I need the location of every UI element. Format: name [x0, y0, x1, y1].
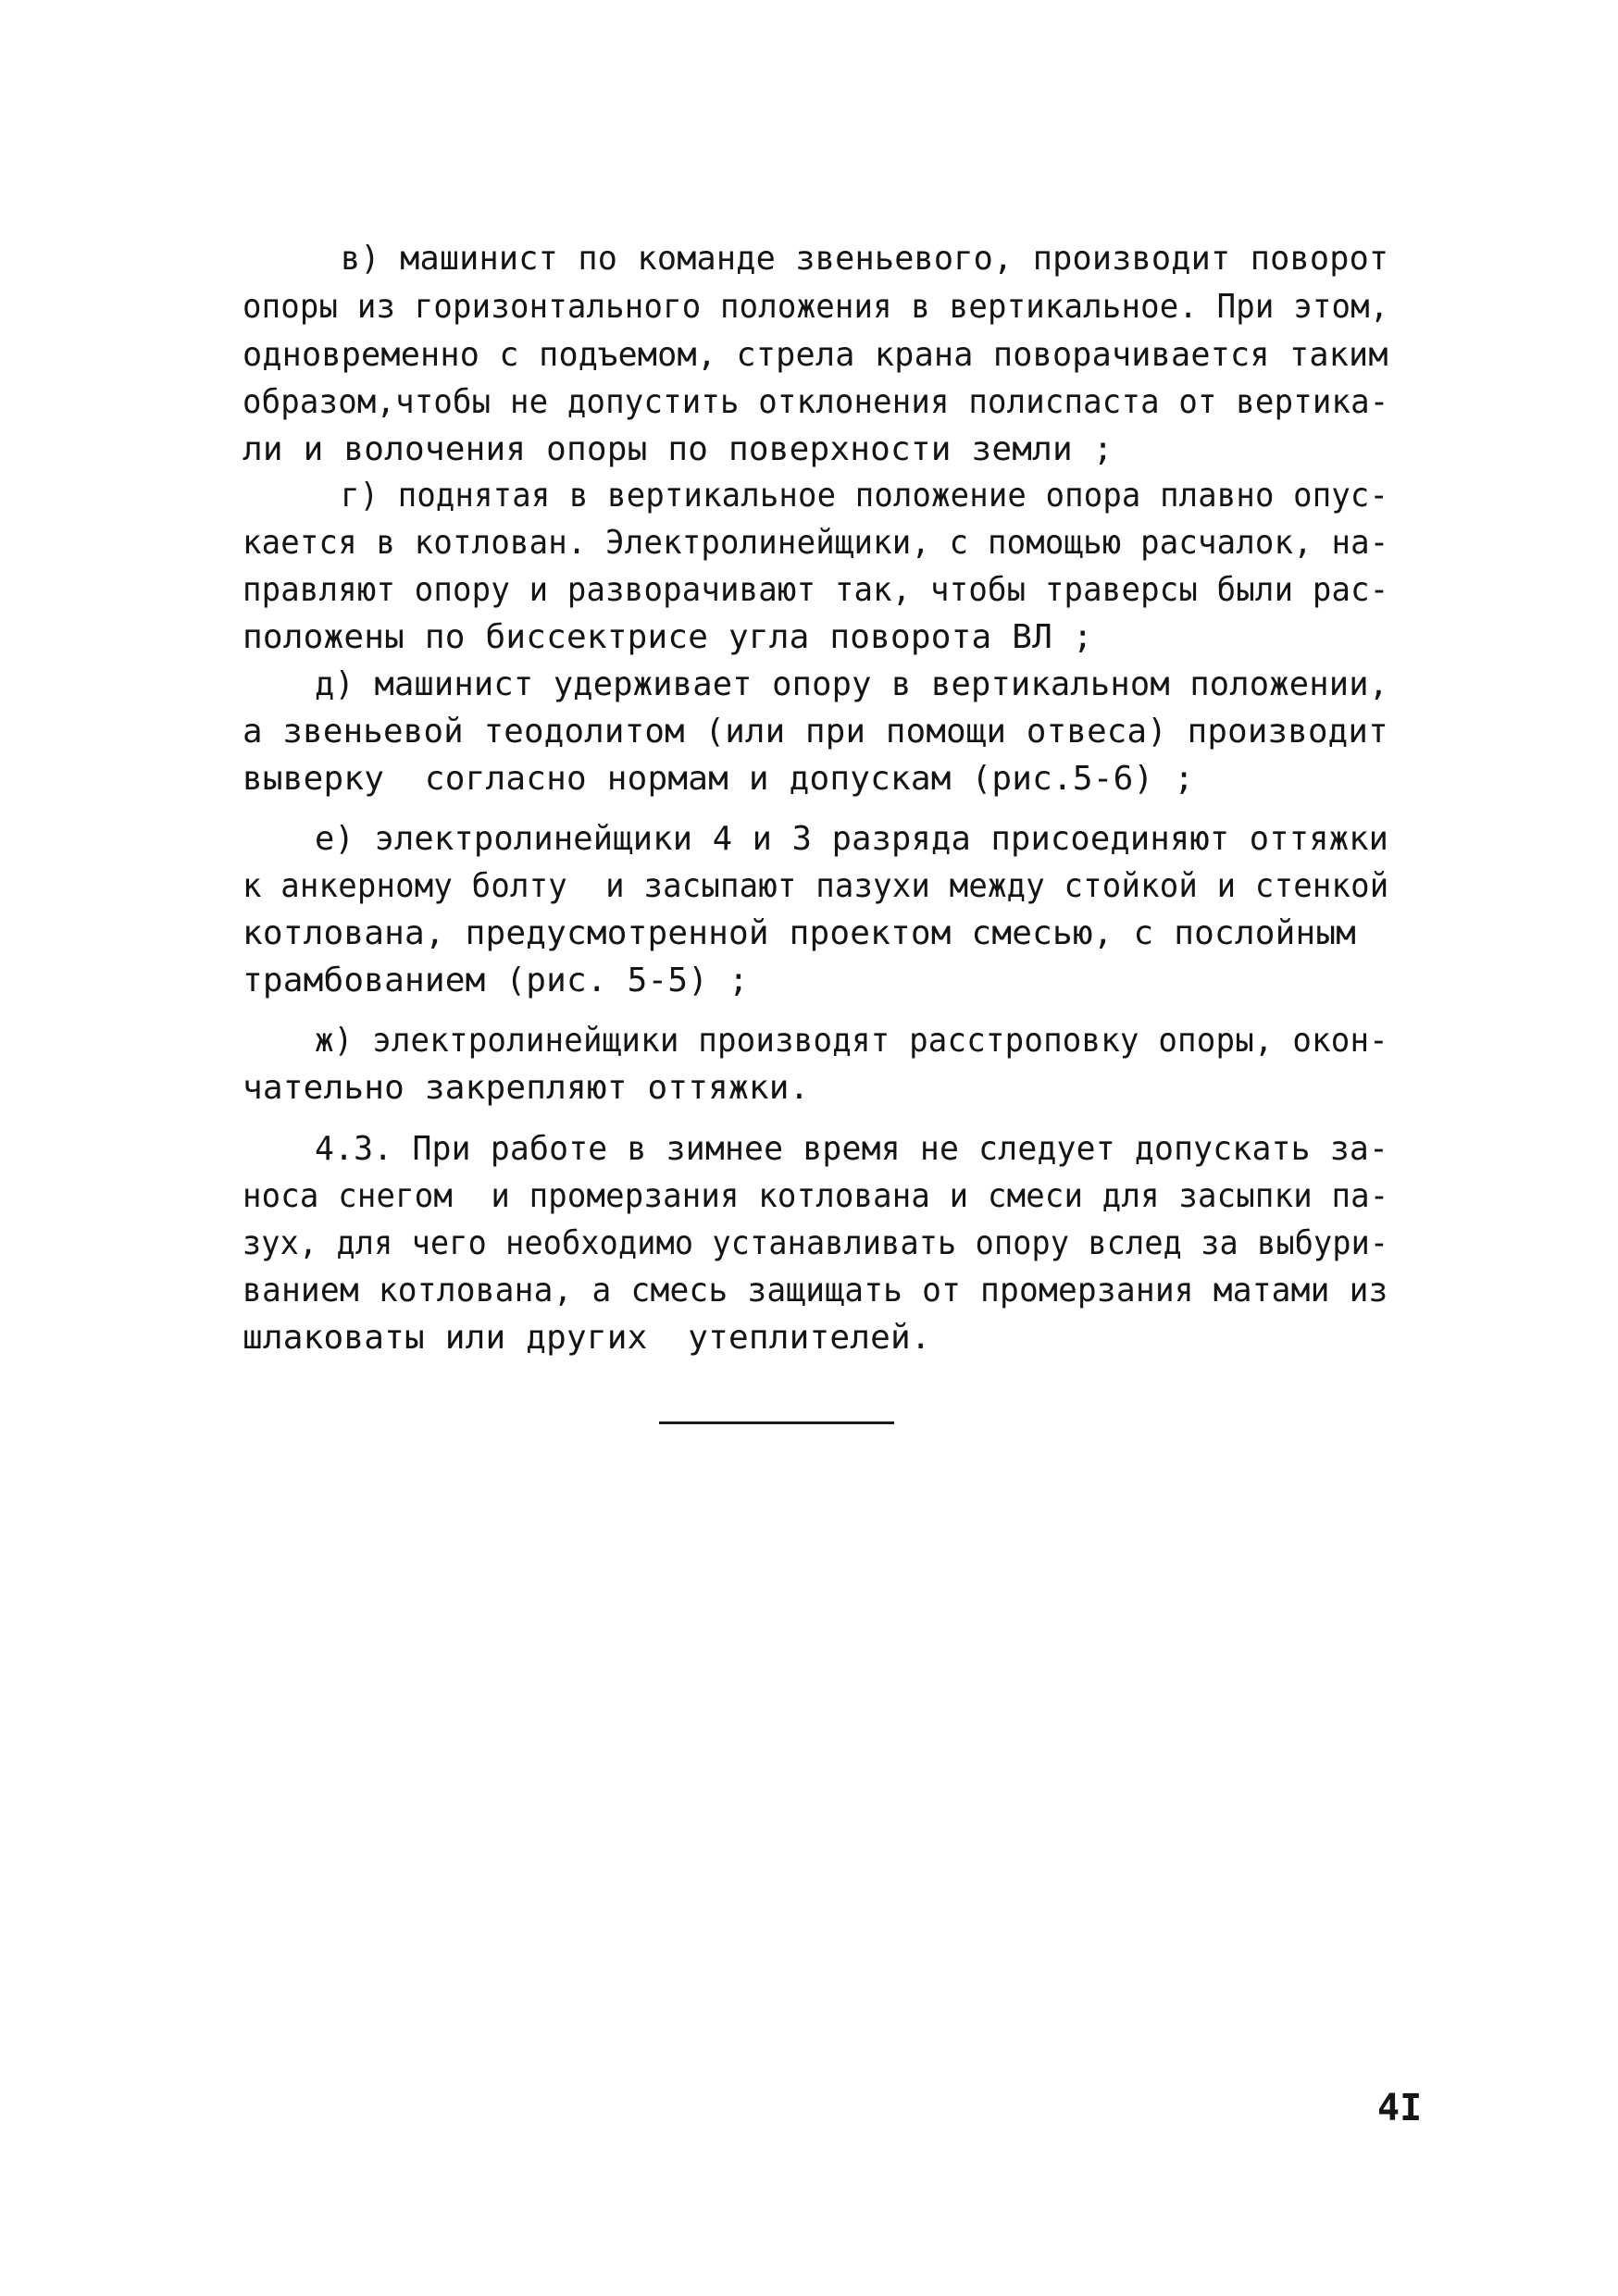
text-line: выверку согласно нормам и допускам (рис.5-6) ;	[243, 760, 1195, 798]
text-line: опоры из горизонтального положения в вертикальное. При этом,	[243, 288, 1389, 326]
text-line: к анкерному болту и засыпают пазухи между стойкой и стенкой	[243, 867, 1389, 905]
text-line: трамбованием (рис. 5-5) ;	[243, 962, 749, 999]
text-line: образом,чтобы не допустить отклонения полиспаста от вертика-	[243, 383, 1389, 421]
text-line: е) электролинейщики 4 и 3 разряда присоединяют оттяжки	[315, 820, 1389, 858]
text-line: в) машинист по команде звеньевого, производит поворот	[341, 240, 1389, 278]
text-line: 4.3. При работе в зимнее время не следует допускать за-	[315, 1130, 1389, 1168]
text-line: носа снегом и промерзания котлована и смеси для засыпки па-	[243, 1177, 1389, 1215]
text-line: ванием котлована, а смесь защищать от промерзания матами из	[243, 1272, 1388, 1309]
text-line: одновременно с подъемом, стрела крана поворачивается таким	[243, 336, 1388, 374]
text-line: правляют опору и разворачивают так, чтобы траверсы были рас-	[243, 571, 1389, 609]
text-line: г) поднятая в вертикальное положение опора плавно опус-	[341, 477, 1389, 515]
text-line: зух, для чего необходимо устанавливать опору вслед за выбури-	[243, 1224, 1389, 1262]
page-number: 4I	[1377, 2087, 1423, 2129]
text-line: котлована, предусмотренной проектом смесью, с послойным	[243, 914, 1357, 952]
text-line: д) машинист удерживает опору в вертикальном положении,	[315, 665, 1389, 703]
section-divider	[659, 1421, 894, 1424]
text-line: чательно закрепляют оттяжки.	[243, 1069, 810, 1107]
text-line: ж) электролинейщики производят расстроповку опоры, окон-	[315, 1022, 1388, 1060]
text-line: а звеньевой теодолитом (или при помощи отвеса) производит	[243, 713, 1388, 751]
text-line: положены по биссектрисе угла поворота ВЛ ;	[243, 618, 1093, 656]
text-line: ли и волочения опоры по поверхности земли ;	[243, 430, 1114, 468]
text-line: кается в котлован. Электролинейщики, с помощью расчалок, на-	[243, 524, 1389, 562]
text-line: шлаковаты или других утеплителей.	[243, 1319, 931, 1357]
